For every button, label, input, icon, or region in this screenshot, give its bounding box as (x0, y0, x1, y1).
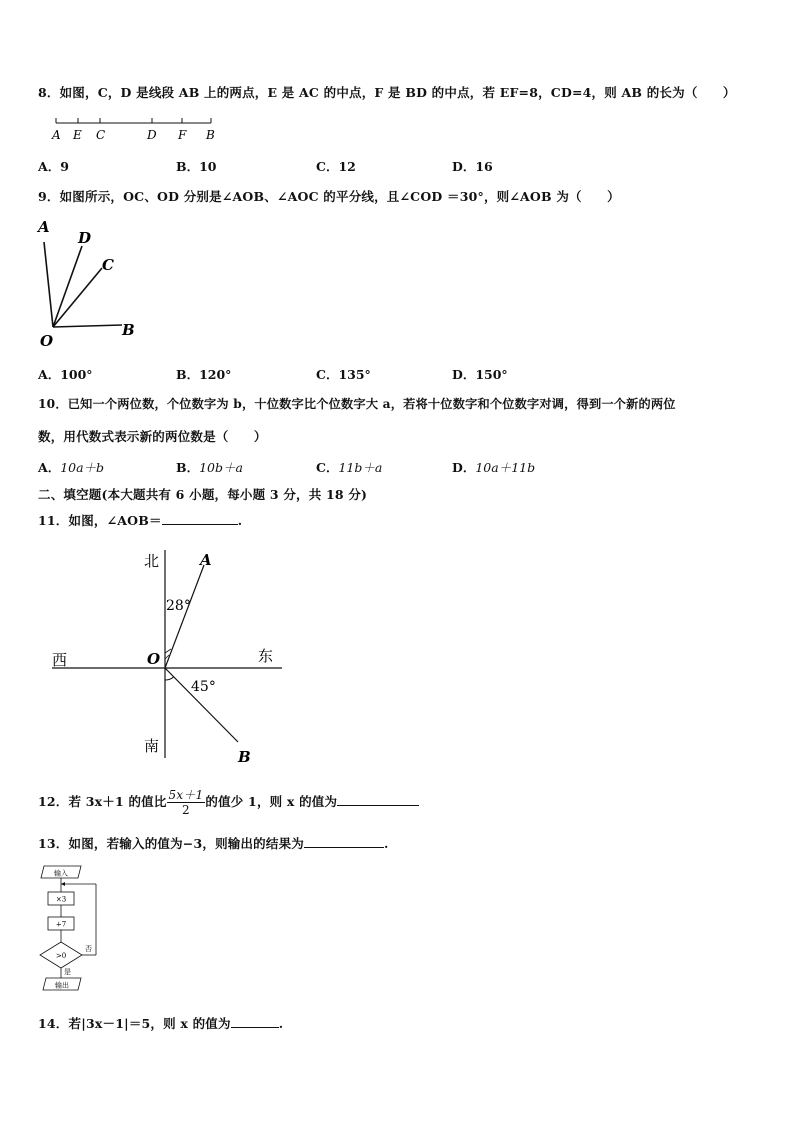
fraction-numerator: 5x＋1 (168, 788, 204, 802)
ray-oa (44, 242, 53, 327)
flow-step1-label: ×3 (55, 895, 67, 904)
fraction (167, 788, 206, 817)
question-14-text: 14．若|3x－1|＝5，则 x 的值为 (38, 1016, 231, 1031)
label-a: A (38, 218, 50, 236)
q9-option-d[interactable]: D．150° (452, 367, 508, 382)
q9-option-b[interactable]: B．120° (176, 367, 232, 382)
answer-blank-13[interactable] (304, 835, 384, 848)
ray-oa (165, 565, 204, 668)
label-o: O (40, 332, 54, 350)
label-east: 东 (258, 647, 274, 665)
q10-option-c[interactable] (316, 458, 382, 476)
segment-figure (48, 113, 223, 145)
label-point-d: D (147, 128, 157, 142)
flow-step2-label: +7 (55, 920, 67, 929)
question-11 (38, 511, 242, 529)
question-9-text: 9．如图所示，OC、OD 分别是∠AOB、∠AOC 的平分线，且∠COD ＝30°，则∠AOB 为（ ） (38, 189, 620, 204)
question-13-suffix: . (383, 836, 389, 851)
label-d: D (78, 229, 92, 247)
ray-oc (53, 268, 102, 327)
q8-option-c[interactable]: C．12 (316, 159, 356, 174)
compass-figure (48, 545, 288, 770)
flow-input-label: 输入 (54, 869, 68, 878)
angle-arc-45 (165, 677, 174, 681)
flow-output-label: 输出 (55, 981, 69, 990)
q8-option-a[interactable]: A．9 (38, 159, 69, 174)
ray-ob (53, 325, 122, 327)
label-c: C (102, 256, 114, 274)
label-point-f: F (178, 128, 187, 142)
section-heading: 二、填空题(本大题共有 6 小题，每小题 3 分，共 18 分) (38, 487, 368, 502)
question-14-suffix: . (278, 1016, 284, 1031)
question-14 (38, 1014, 283, 1032)
flow-condition-label: >0 (55, 952, 67, 960)
q10-option-d-letter: D． (452, 460, 476, 475)
question-13-text: 13．如图，若输入的值为−3，则输出的结果为 (38, 836, 304, 851)
label-b: B (122, 321, 135, 339)
q10-option-b[interactable] (176, 458, 243, 476)
ray-od (53, 246, 82, 327)
question-12 (38, 784, 419, 820)
question-12-prefix: 12．若 3x＋1 的值比 (38, 794, 167, 809)
flow-loop-arrow (61, 882, 65, 886)
q8-option-b[interactable]: B．10 (176, 159, 217, 174)
flowchart (36, 862, 106, 998)
label-point-b: B (206, 128, 215, 142)
q10-option-c-letter: C． (316, 460, 339, 475)
q9-option-c[interactable]: C．135° (316, 367, 371, 382)
label-a: A (200, 551, 212, 569)
question-12-suffix: 的值少 1，则 x 的值为 (205, 794, 338, 809)
answer-blank-12[interactable] (337, 793, 419, 806)
q10-option-a-expr: 10a＋b (60, 460, 105, 475)
q10-option-d[interactable] (452, 458, 535, 476)
label-b: B (238, 748, 251, 766)
label-point-c: C (96, 128, 106, 142)
label-o: O (147, 650, 161, 668)
q10-option-a-letter: A． (38, 460, 61, 475)
q10-option-d-expr: 10a＋11b (475, 460, 536, 475)
question-10-line1: 10．已知一个两位数，个位数字为 b，十位数字比个位数字大 a，若将十位数字和个位数字对调，得到一个新的两位 (38, 397, 676, 411)
question-8-text: 8．如图，C，D 是线段 AB 上的两点，E 是 AC 的中点，F 是 BD 的中点，若 EF=8，CD=4，则 AB 的长为（ ） (38, 85, 736, 100)
q10-option-b-expr: 10b＋a (199, 460, 243, 475)
label-north: 北 (144, 552, 160, 570)
label-south: 南 (144, 737, 160, 755)
label-point-e: E (73, 128, 82, 142)
q10-option-a[interactable] (38, 458, 104, 476)
label-point-a: A (52, 128, 61, 142)
angle-figure (34, 214, 144, 352)
q9-option-a[interactable]: A．100° (38, 367, 93, 382)
flow-no-label: 否 (85, 945, 92, 953)
question-13 (38, 834, 389, 852)
answer-blank-11[interactable] (162, 512, 238, 525)
angle-label-28: 28° (166, 598, 191, 614)
label-west: 西 (52, 651, 68, 669)
question-10-line2: 数，用代数式表示新的两位数是（ ） (38, 429, 267, 444)
question-11-text: 11．如图，∠AOB＝ (38, 513, 162, 528)
fraction-denominator: 2 (182, 803, 190, 817)
q10-option-b-letter: B． (176, 460, 200, 475)
angle-label-45: 45° (191, 679, 216, 695)
q10-option-c-expr: 11b＋a (338, 460, 383, 475)
flow-yes-label: 是 (64, 968, 71, 976)
answer-blank-14[interactable] (231, 1015, 279, 1028)
q8-option-d[interactable]: D．16 (452, 159, 493, 174)
question-11-suffix: . (237, 513, 243, 528)
